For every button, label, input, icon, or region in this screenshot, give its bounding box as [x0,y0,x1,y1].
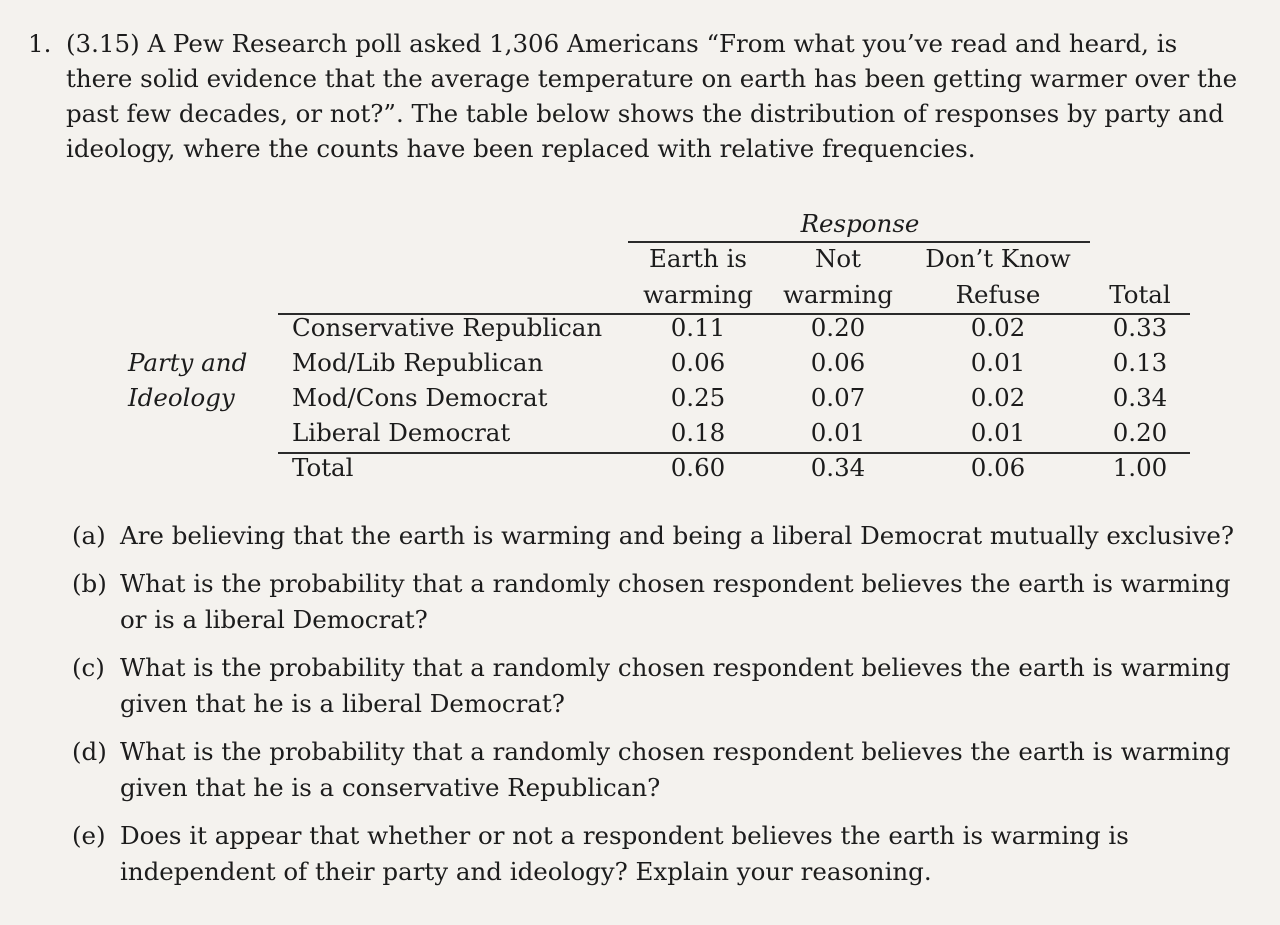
col-header-total: Total [1109,280,1171,309]
question-b [72,566,1247,638]
question-text: What is the probability that a randomly chosen respondent believes the earth is warming given that he is a conservative Republican? [120,737,1231,802]
row-label-conservative-republican: Conservative Republican [292,313,603,342]
table-cell: 0.07 [810,383,866,412]
table-cell: 0.01 [970,418,1026,447]
col-header-not-warming-line1: Not [814,244,862,273]
table-cell: 0.06 [970,453,1026,482]
question-a [72,518,1247,554]
row-label-liberal-democrat: Liberal Democrat [292,418,511,447]
question-label: (b) [72,569,107,598]
table-cell: 0.01 [970,348,1026,377]
response-header: Response [800,209,920,238]
table-cell: 0.18 [670,418,726,447]
table-cell: 0.01 [810,418,866,447]
table-cell: 0.25 [670,383,726,412]
table-cell: 1.00 [1112,453,1168,482]
row-label-mod-cons-democrat: Mod/Cons Democrat [292,383,548,412]
question-label: (d) [72,737,107,766]
row-label-mod-lib-republican: Mod/Lib Republican [292,348,544,377]
table-cell: 0.33 [1112,313,1168,342]
table-cell: 0.34 [810,453,866,482]
response-rule [628,241,1090,243]
row-label-total: Total [292,453,354,482]
row-group-label-line1: Party and [128,348,248,377]
table-cell: 0.11 [670,313,726,342]
table-cell: 0.02 [970,313,1026,342]
question-c [72,650,1247,722]
table-cell: 0.13 [1112,348,1168,377]
row-group-label-line2: Ideology [128,383,235,412]
table-cell: 0.20 [810,313,866,342]
question-label: (a) [72,521,106,550]
table-cell: 0.06 [670,348,726,377]
col-header-not-warming-line2: warming [783,280,893,309]
question-d [72,734,1247,806]
col-header-earth-warming-line1: Earth is [648,244,748,273]
question-label: (c) [72,653,105,682]
question-label: (e) [72,821,106,850]
question-text: Does it appear that whether or not a respondent believes the earth is warming is independent of their party and ideology? Explain your reasoning. [120,821,1129,886]
table-cell: 0.06 [810,348,866,377]
question-list [72,518,1247,902]
table-cell: 0.02 [970,383,1026,412]
question-e [72,818,1247,890]
table-cell: 0.20 [1112,418,1168,447]
problem-text: (3.15) A Pew Research poll asked 1,306 Americans “From what you’ve read and heard, is there solid evidence that the average temperature on earth has been getting warmer over the past few decades, or not?”. The table below shows the distribution of responses by party and ideology, where the counts have been replaced with relative frequencies. [66,29,1238,163]
question-text: What is the probability that a randomly chosen respondent believes the earth is warming given that he is a liberal Democrat? [120,653,1231,718]
col-header-earth-warming-line2: warming [643,280,753,309]
question-text: What is the probability that a randomly chosen respondent believes the earth is warming or is a liberal Democrat? [120,569,1231,634]
col-header-dont-know-line1: Don’t Know [925,244,1071,273]
col-header-refuse-line2: Refuse [955,280,1041,309]
problem-number: 1. [28,29,52,58]
table-cell: 0.34 [1112,383,1168,412]
table-cell: 0.60 [670,453,726,482]
question-text: Are believing that the earth is warming and being a liberal Democrat mutually exclusive? [120,521,1234,550]
